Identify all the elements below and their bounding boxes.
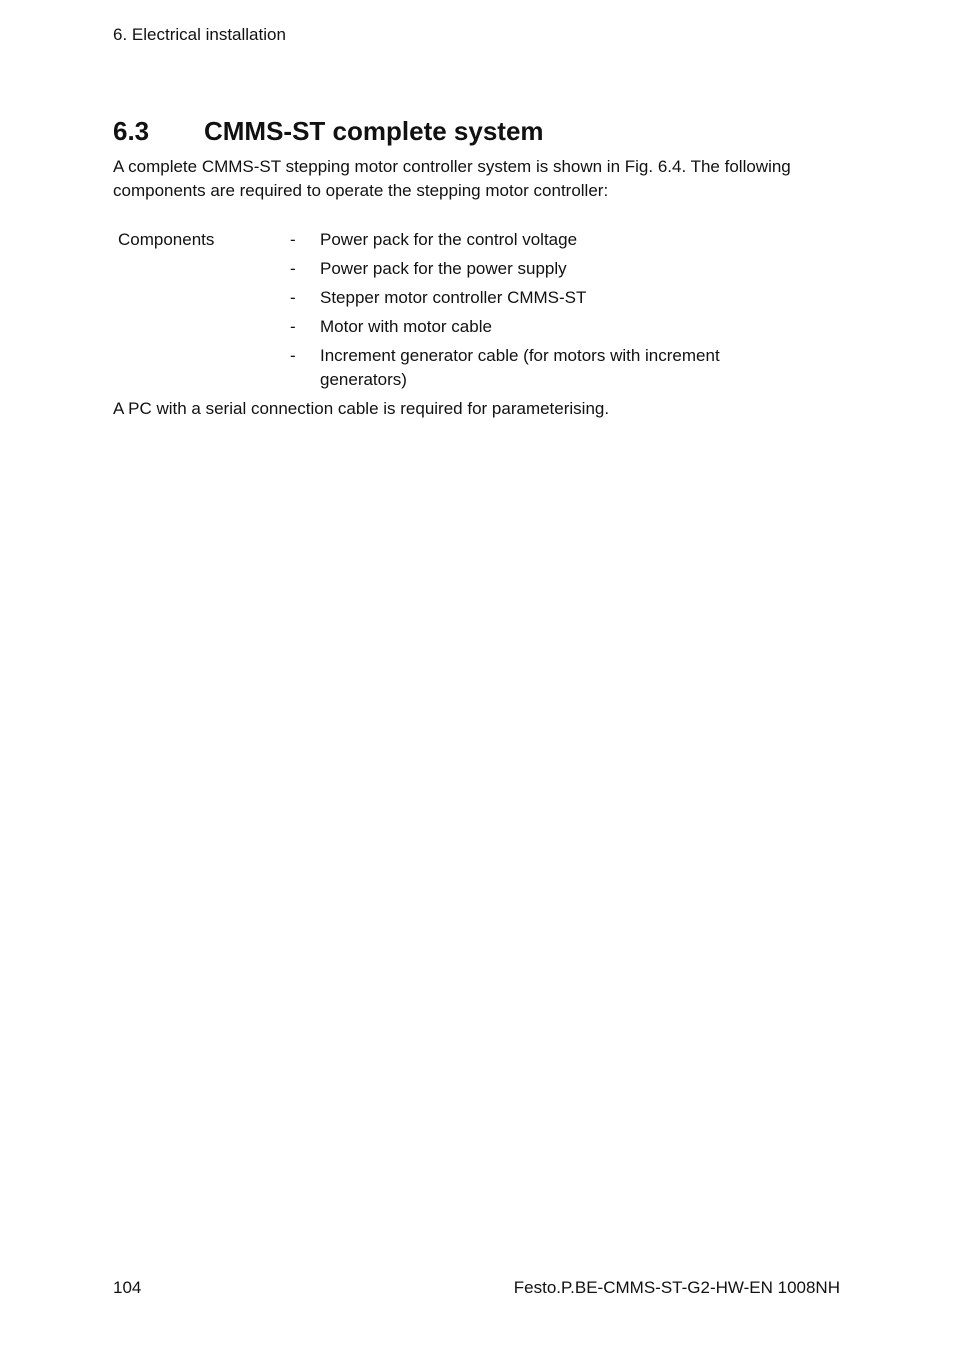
dash-bullet: - [290,259,296,278]
closing-paragraph: A PC with a serial connection cable is required for parameterising. [113,399,610,418]
section-number: 6.3 [113,116,150,146]
list-item [290,315,810,339]
list-item-text: Increment generator cable (for motors with increment generators) [320,346,720,389]
running-header: 6. Electrical installation [113,25,286,44]
section-heading [113,114,544,148]
list-item-text: Power pack for the power supply [320,259,567,278]
list-item-text: Power pack for the control voltage [320,230,578,249]
dash-bullet: - [290,288,296,307]
page-number: 104 [113,1278,142,1297]
dash-bullet: - [290,230,296,249]
section-title: CMMS-ST complete system [204,116,544,146]
list-item [290,257,810,281]
list-item [290,228,810,252]
list-item-text: Motor with motor cable [320,317,492,336]
list-item-text: Stepper motor controller CMMS-ST [320,288,587,307]
component-list [290,228,810,392]
intro-paragraph: A complete CMMS-ST stepping motor controller system is shown in Fig. 6.4. The following components are required to operate the stepping motor controller: [113,157,791,200]
dash-bullet: - [290,346,296,365]
dash-bullet: - [290,317,296,336]
list-item [290,286,810,310]
document-id: Festo.P.BE-CMMS-ST-G2-HW-EN 1008NH [513,1278,840,1297]
list-item [290,344,810,392]
components-label: Components [118,230,215,249]
